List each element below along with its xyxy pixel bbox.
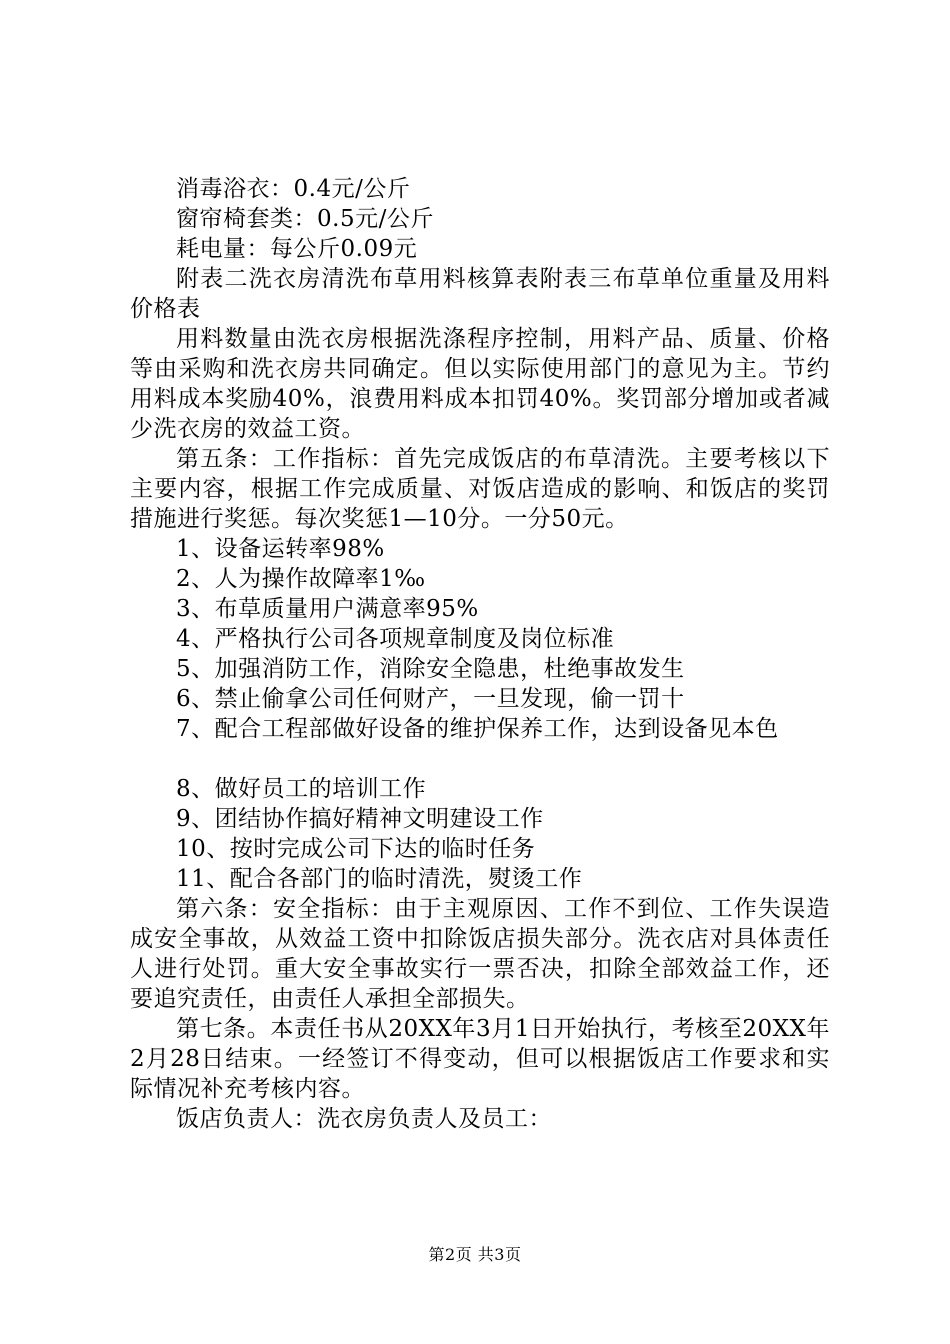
list-item-2: 2、人为操作故障率1‰ (176, 566, 426, 592)
list-item-11: 11、配合各部门的临时清洗，熨烫工作 (176, 866, 583, 892)
paragraph-curtain-chair-cover: 窗帘椅套类：0.5元/公斤 (176, 206, 434, 232)
list-item-1: 1、设备运转率98% (176, 536, 385, 562)
paragraph-appendix-tables: 附表二洗衣房清洗布草用料核算表附表三布草单位重量及用料价格表 (130, 266, 830, 322)
list-item-7: 7、配合工程部做好设备的维护保养工作，达到设备见本色 (176, 716, 779, 742)
list-item-4: 4、严格执行公司各项规章制度及岗位标准 (176, 626, 615, 652)
list-item-9: 9、团结协作搞好精神文明建设工作 (176, 806, 544, 832)
paragraph-disinfect-bathrobe: 消毒浴衣：0.4元/公斤 (176, 176, 411, 202)
list-item-5: 5、加强消防工作，消除安全隐患，杜绝事故发生 (176, 656, 685, 682)
paragraph-article-seven: 第七条。本责任书从20XX年3月1日开始执行，考核至20XX年2月28日结束。一经签订不得变动，但可以根据饭店工作要求和实际情况补充考核内容。 (130, 1016, 830, 1102)
page-number-footer: 第2页 共3页 (428, 1245, 522, 1264)
paragraph-materials-usage: 用料数量由洗衣房根据洗涤程序控制，用料产品、质量、价格等由采购和洗衣房共同确定。但以实际使用部门的意见为主。节约用料成本奖励40%，浪费用料成本扣罚40%。奖罚部分增加或者减少洗衣房的效益工资。 (130, 326, 830, 442)
paragraph-signatures: 饭店负责人：洗衣房负责人及员工： (176, 1106, 552, 1132)
list-item-10: 10、按时完成公司下达的临时任务 (176, 836, 536, 862)
list-item-6: 6、禁止偷拿公司任何财产，一旦发现，偷一罚十 (176, 686, 685, 712)
paragraph-power-consumption: 耗电量：每公斤0.09元 (176, 236, 418, 262)
document-body (130, 174, 830, 1134)
paragraph-article-six: 第六条：安全指标：由于主观原因、工作不到位、工作失误造成安全事故，从效益工资中扣除饭店损失部分。洗衣店对具体责任人进行处罚。重大安全事故实行一票否决，扣除全部效益工作，还要追究责任，由责任人承担全部损失。 (130, 896, 830, 1012)
list-item-8: 8、做好员工的培训工作 (176, 776, 427, 802)
list-item-3: 3、布草质量用户满意率95% (176, 596, 479, 622)
paragraph-article-five: 第五条：工作指标：首先完成饭店的布草清洗。主要考核以下主要内容，根据工作完成质量、对饭店造成的影响、和饭店的奖罚措施进行奖惩。每次奖惩1—10分。一分50元。 (130, 446, 830, 532)
